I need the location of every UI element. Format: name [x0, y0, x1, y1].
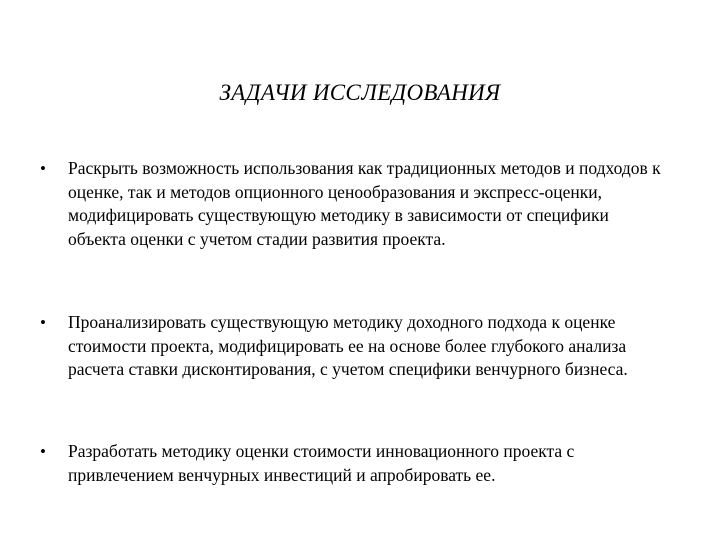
bullet-icon: •	[40, 159, 46, 178]
list-item	[40, 157, 665, 251]
list-item	[40, 440, 665, 487]
bullet-icon: •	[40, 442, 46, 461]
list-item-text: Раскрыть возможность использования как традиционных методов и подходов к оценке, так и методов опционного ценообразования и экспресс-оценки, модифицировать существующую методику в зависимости от специфики объекта оценки с учетом стадии развития проекта.	[68, 158, 661, 249]
list-item-text: Проанализировать существующую методику доходного подхода к оценке стоимости проекта, модифицировать ее на основе более глубокого анализа расчета ставки дисконтирования, с учетом специфики венчурного бизнеса.	[68, 312, 628, 379]
slide-title: ЗАДАЧИ ИССЛЕДОВАНИЯ	[219, 80, 501, 105]
list-item	[40, 311, 665, 382]
bullet-icon: •	[40, 313, 46, 332]
list-item-text: Разработать методику оценки стоимости инновационного проекта с привлечением венчурных инвестиций и апробировать ее.	[68, 441, 575, 485]
